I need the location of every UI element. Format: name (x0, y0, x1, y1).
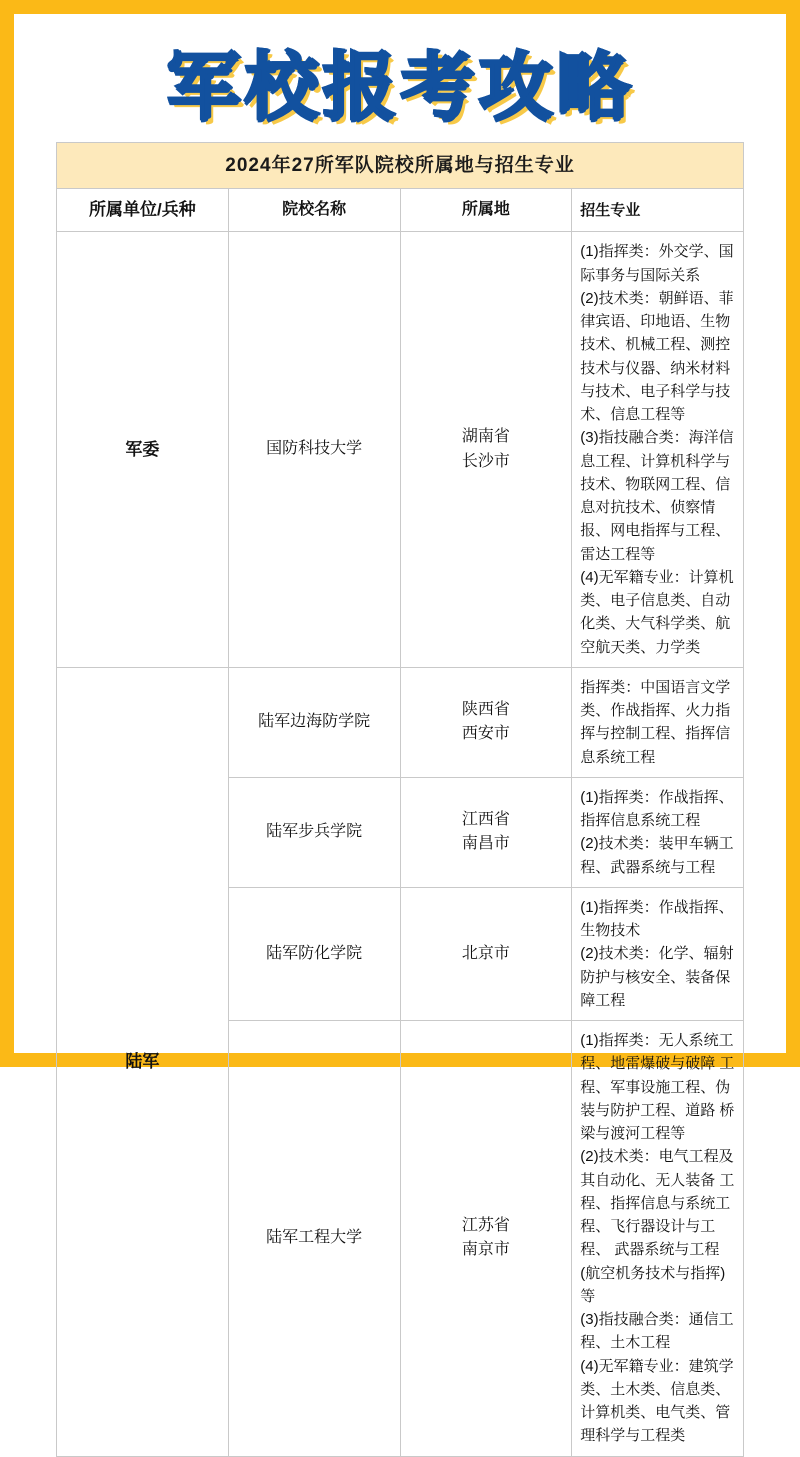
unit-cell: 军委 (57, 232, 229, 668)
column-header-school: 院校名称 (228, 189, 400, 232)
major-line: (2)技术类：装甲车辆工程、武器系统与工程 (580, 835, 734, 876)
table-row (57, 667, 744, 777)
major-line: (2)技术类：电气工程及其自动化、无人装备 工程、指挥信息与系统工程、飞行器设计与工程、 武器系统与工程(航空机务技术与指挥)等 (580, 1148, 735, 1305)
major-line: (3)指技融合类：通信工程、土木工程 (580, 1311, 734, 1352)
place-line: 陕西省 (461, 700, 510, 718)
place-line: 长沙市 (461, 452, 510, 470)
place-cell (400, 777, 572, 887)
place-line: 湖南省 (461, 427, 510, 445)
place-cell (400, 667, 572, 777)
table-banner-row (57, 142, 744, 188)
table-header-row (57, 189, 744, 232)
table-area (30, 136, 770, 1457)
major-line: (1)指挥类：无人系统工程、地雷爆破与破障 工程、军事设施工程、伪装与防护工程、道路 桥梁与渡河工程等 (580, 1032, 735, 1143)
place-cell (400, 1021, 572, 1457)
major-line: (1)指挥类：外交学、国际事务与国际关系 (580, 243, 734, 284)
place-line: 江苏省 (461, 1216, 510, 1234)
major-cell (572, 887, 744, 1020)
table-banner: 2024年27所军队院校所属地与招生专业 (57, 142, 744, 188)
column-header-place: 所属地 (400, 189, 572, 232)
title-area (30, 30, 770, 136)
page-title: 军校报考攻略 (166, 45, 634, 128)
school-cell: 陆军防化学院 (228, 887, 400, 1020)
major-line: (1)指挥类：作战指挥、生物技术 (580, 898, 734, 940)
school-cell: 国防科技大学 (228, 232, 400, 668)
column-header-unit: 所属单位/兵种 (57, 189, 229, 232)
unit-cell: 陆军 (57, 667, 229, 1456)
major-cell (572, 667, 744, 777)
table-row (57, 232, 744, 668)
place-line: 南昌市 (461, 835, 510, 853)
place-line: 南京市 (461, 1241, 510, 1259)
major-line: (3)指技融合类：海洋信息工程、计算机科学与技术、物联网工程、信息对抗技术、侦察情报、网电指挥与工程、雷达工程等 (580, 429, 734, 563)
place-line: 江西省 (461, 810, 510, 828)
place-cell (400, 232, 572, 668)
place-line: 北京市 (461, 944, 510, 962)
major-line: (2)技术类：化学、辐射防护与核安全、装备保障工程 (580, 945, 734, 1009)
major-cell (572, 1021, 744, 1457)
school-cell: 陆军边海防学院 (228, 667, 400, 777)
school-cell: 陆军步兵学院 (228, 777, 400, 887)
major-line: (4)无军籍专业：计算机类、电子信息类、自动化类、大气科学类、航空航天类、力学类 (580, 568, 734, 656)
major-cell (572, 232, 744, 668)
major-cell (572, 777, 744, 887)
poster-inner (28, 28, 772, 1445)
major-line: 指挥类：中国语言文学类、作战指挥、火力指 挥与控制工程、指挥信息系统工程 (580, 678, 731, 766)
column-header-major: 招生专业 (572, 189, 744, 232)
major-line: (1)指挥类：作战指挥、指挥信息系统工程 (580, 788, 734, 830)
schools-table (56, 142, 744, 1457)
place-line: 西安市 (461, 725, 510, 743)
place-cell (400, 887, 572, 1020)
major-line: (4)无军籍专业：建筑学类、土木类、信息类、计算机类、电气类、管理科学与工程类 (580, 1357, 734, 1445)
major-line: (2)技术类：朝鲜语、菲律宾语、印地语、生物技术、机械工程、测控技术与仪器、纳米材料与技术、电子科学与技术、信息工程等 (580, 289, 734, 424)
school-cell: 陆军工程大学 (228, 1021, 400, 1457)
